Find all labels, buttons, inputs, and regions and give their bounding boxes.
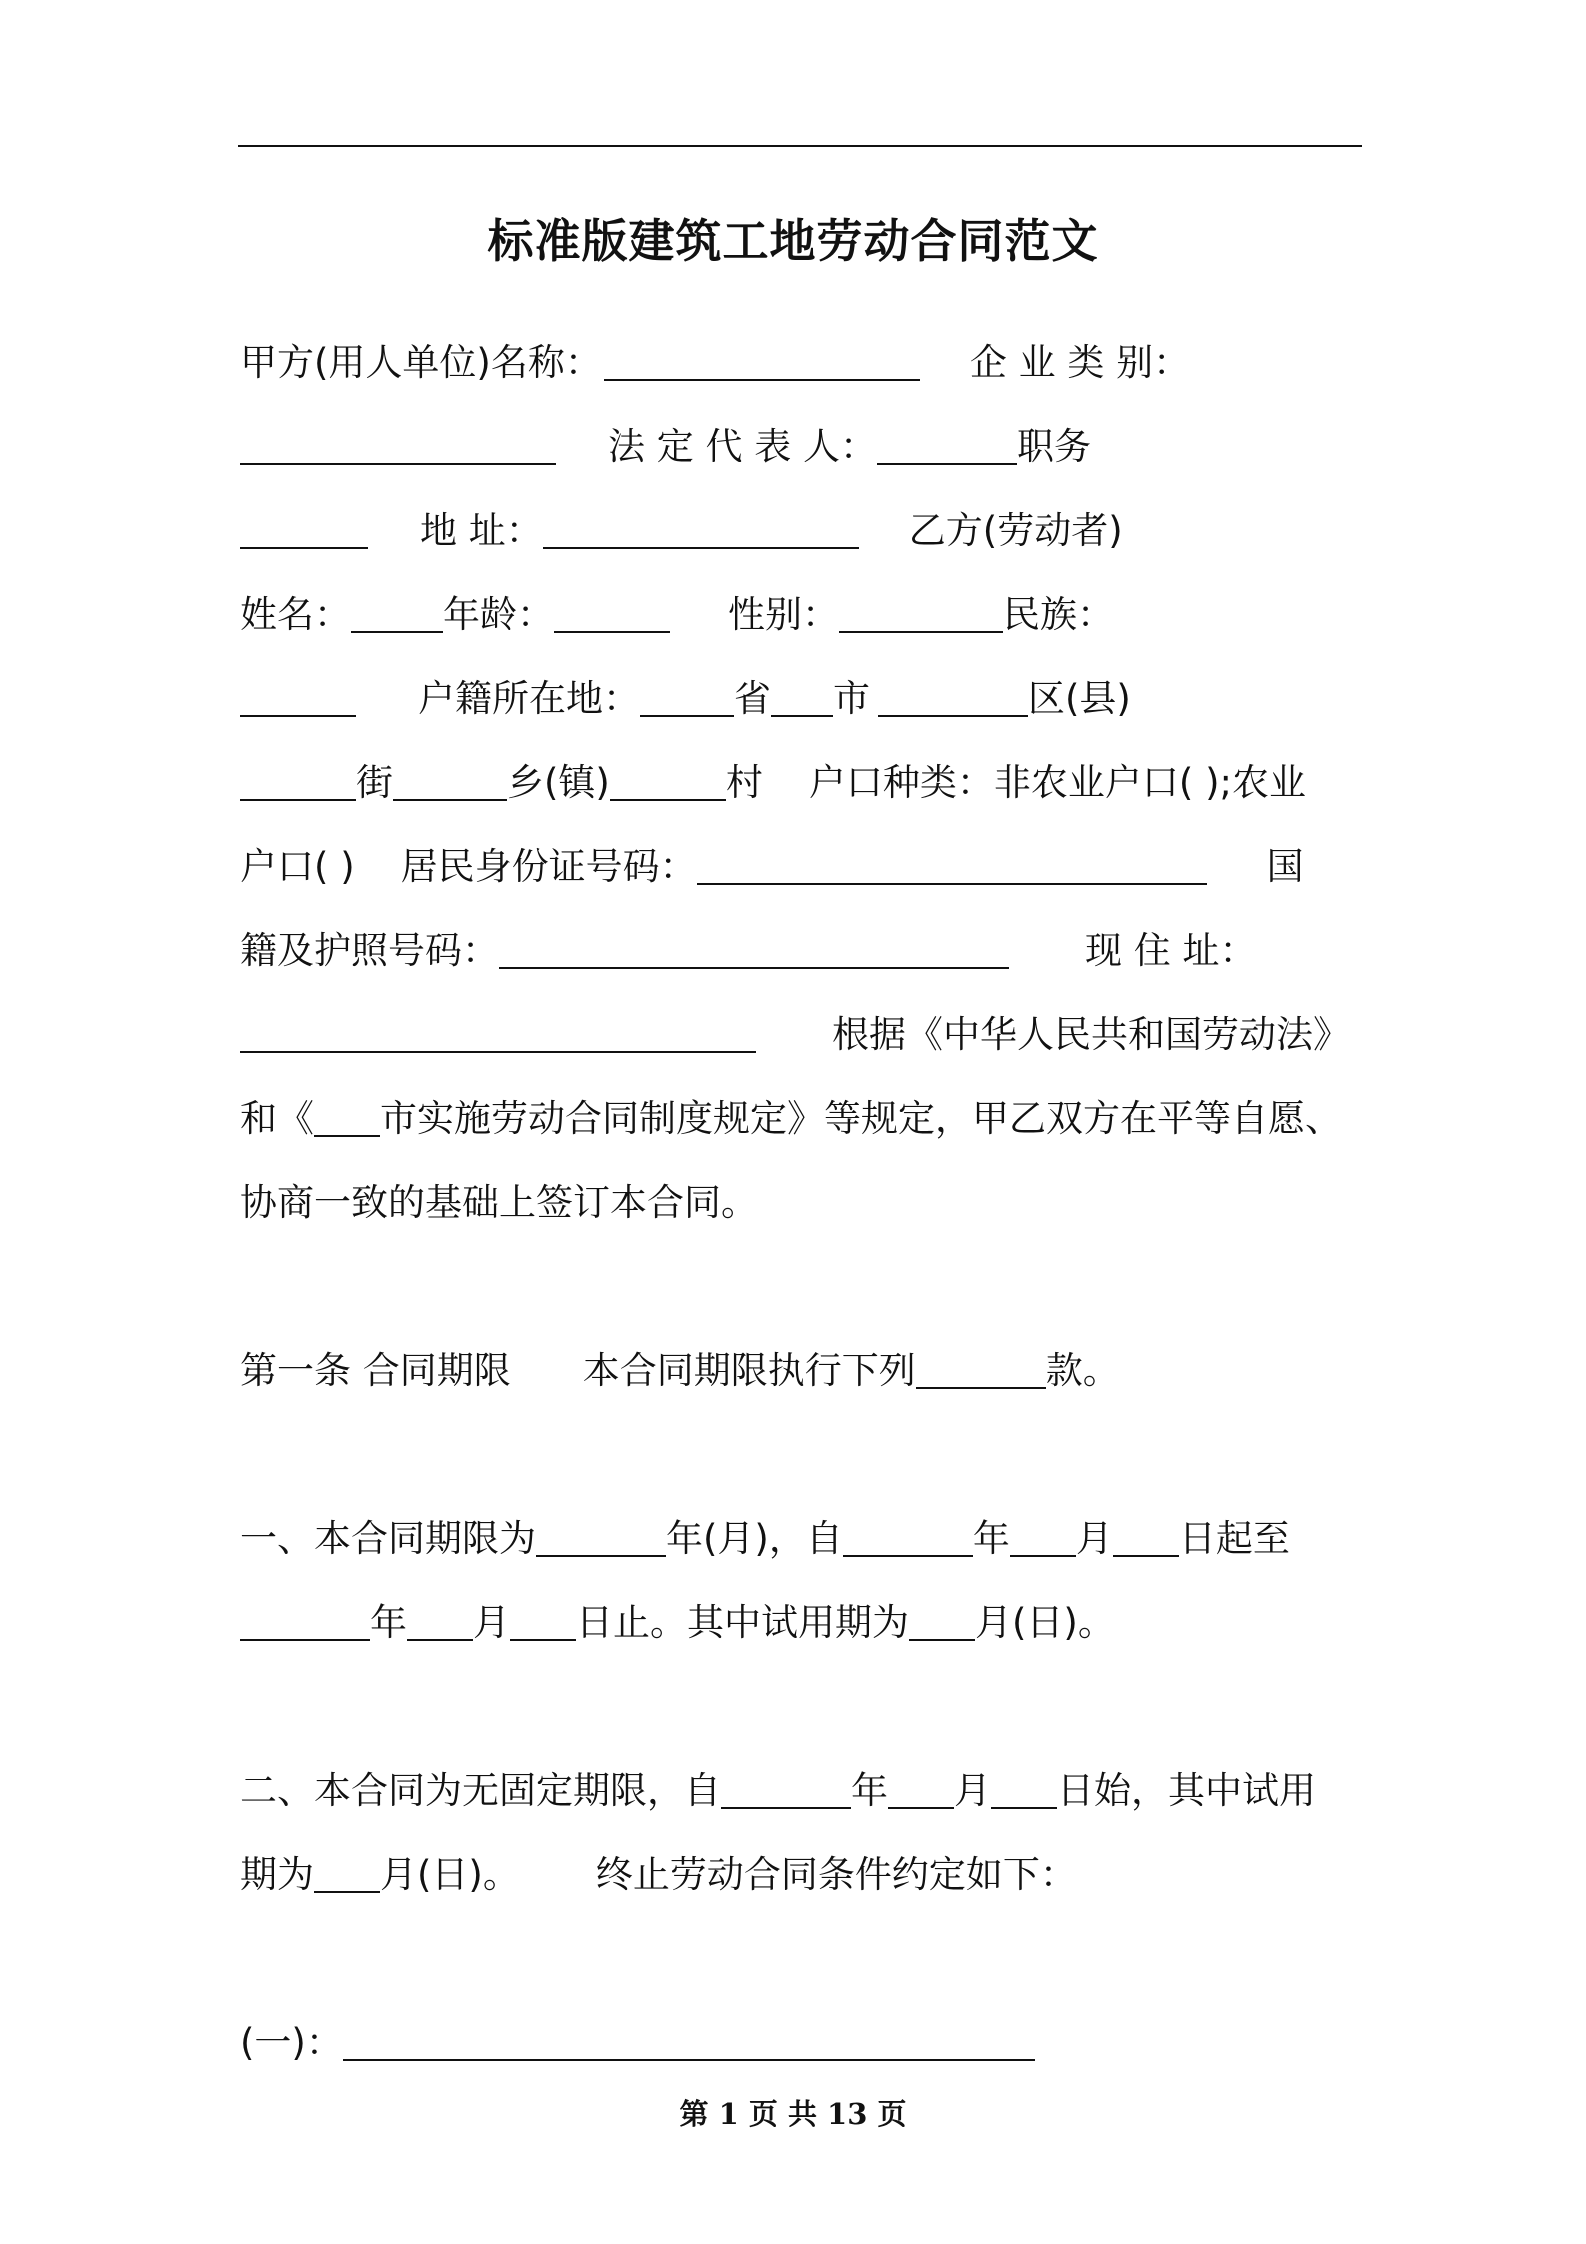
blank-field[interactable] (771, 669, 833, 717)
agricultural-household-label: 户口( ) (240, 845, 355, 888)
blank-field[interactable] (240, 501, 368, 549)
blank-field[interactable] (314, 1845, 380, 1893)
condition-item-label: (一)： (240, 2021, 343, 2064)
clause-text: 月 (1075, 1517, 1113, 1560)
position-label: 职务 (1017, 425, 1092, 468)
blank-field[interactable] (240, 1005, 756, 1053)
text-line (240, 2013, 1360, 2073)
clause-text: 年(月)，自 (666, 1517, 843, 1560)
clause-text: 年 (370, 1601, 407, 1644)
blank-field[interactable] (351, 585, 443, 633)
legal-basis-text: 和《 (240, 1097, 314, 1140)
text-line (240, 1089, 1360, 1149)
legal-basis-text: 市实施劳动合同制度规定》等规定，甲乙双方在平等自愿、 (380, 1097, 1342, 1140)
blank-field[interactable] (1010, 1509, 1076, 1557)
blank-field[interactable] (697, 837, 1207, 885)
clause-text: 终止劳动合同条件约定如下： (595, 1853, 1077, 1896)
township-label: 乡(镇) (507, 761, 610, 804)
clause-text: 月(日)。 (380, 1853, 520, 1896)
text-line (240, 669, 1360, 729)
party-b-label: 乙方(劳动者) (908, 509, 1123, 552)
party-a-name-label: 甲方(用人单位)名称： (240, 341, 602, 384)
text-line (240, 1845, 1360, 1905)
blank-field[interactable] (543, 501, 859, 549)
article-text: 本合同期限执行下列 (582, 1349, 916, 1392)
blank-field[interactable] (839, 585, 1003, 633)
document-title: 标准版建筑工地劳动合同范文 (487, 214, 1099, 268)
text-line (240, 1173, 1360, 1233)
clause-text: 二、本合同为无固定期限，自 (240, 1769, 721, 1812)
text-line (240, 1761, 1360, 1821)
age-label: 年龄： (443, 593, 554, 636)
clause-text: 期为 (240, 1853, 314, 1896)
blank-field[interactable] (991, 1761, 1057, 1809)
text-line (240, 333, 1360, 393)
current-address-label: 现 住 址： (1085, 929, 1257, 972)
blank-field[interactable] (1113, 1509, 1179, 1557)
text-line (240, 585, 1360, 645)
clause-text: 月 (954, 1769, 991, 1812)
blank-field[interactable] (510, 1593, 576, 1641)
blank-field[interactable] (240, 669, 356, 717)
blank-field[interactable] (536, 1509, 666, 1557)
text-line (240, 837, 1360, 897)
article-text: 款。 (1045, 1349, 1120, 1392)
province-label: 省 (734, 677, 771, 720)
blank-field[interactable] (877, 417, 1017, 465)
text-line (240, 1005, 1360, 1065)
village-label: 村 (725, 761, 763, 804)
blank-field[interactable] (554, 585, 670, 633)
text-line (240, 921, 1360, 981)
name-label: 姓名： (240, 593, 351, 636)
clause-text: 日止。其中试用期为 (576, 1601, 909, 1644)
clause-text: 日起至 (1178, 1517, 1290, 1560)
text-line (240, 1593, 1360, 1653)
clause-text: 月 (473, 1601, 510, 1644)
passport-number-label: 籍及护照号码： (240, 929, 499, 972)
blank-field[interactable] (610, 753, 726, 801)
clause-text: 日始，其中试用 (1057, 1769, 1316, 1812)
blank-field[interactable] (240, 1593, 370, 1641)
blank-field[interactable] (604, 333, 920, 381)
blank-field[interactable] (393, 753, 507, 801)
article-heading: 第一条 合同期限 (240, 1349, 511, 1392)
blank-field[interactable] (843, 1509, 973, 1557)
district-label: 区(县) (1028, 677, 1131, 720)
clause-text: 年 (972, 1517, 1010, 1560)
address-label: 地 址： (420, 509, 543, 552)
household-location-label: 户籍所在地： (418, 677, 640, 720)
blank-field[interactable] (888, 1761, 954, 1809)
household-type-label: 户口种类：非农业户口( );农业 (808, 761, 1306, 804)
blank-field[interactable] (909, 1593, 975, 1641)
text-line (240, 1509, 1360, 1569)
header-rule (238, 145, 1362, 147)
text-line (240, 753, 1360, 813)
id-number-label: 居民身份证号码： (400, 845, 697, 888)
text-line (240, 501, 1360, 561)
text-line (240, 1341, 1360, 1401)
blank-field[interactable] (240, 753, 356, 801)
text-line (240, 417, 1360, 477)
blank-field[interactable] (314, 1089, 380, 1137)
blank-field[interactable] (240, 417, 556, 465)
blank-field[interactable] (407, 1593, 473, 1641)
legal-basis-text: 根据《中华人民共和国劳动法》 (832, 1013, 1350, 1056)
blank-field[interactable] (343, 2013, 1035, 2061)
legal-basis-text: 协商一致的基础上签订本合同。 (240, 1181, 758, 1224)
enterprise-type-label: 企 业 类 别： (969, 341, 1191, 384)
blank-field[interactable] (916, 1341, 1046, 1389)
clause-text: 月(日)。 (975, 1601, 1115, 1644)
gender-label: 性别： (728, 593, 839, 636)
ethnicity-label: 民族： (1003, 593, 1114, 636)
page-footer: 第 1 页 共 13 页 (679, 2097, 907, 2131)
city-label: 市 (833, 677, 870, 720)
blank-field[interactable] (878, 669, 1028, 717)
blank-field[interactable] (721, 1761, 851, 1809)
nationality-label: 国 (1266, 845, 1304, 888)
clause-text: 一、本合同期限为 (240, 1517, 536, 1560)
blank-field[interactable] (640, 669, 734, 717)
legal-rep-label: 法 定 代 表 人： (608, 425, 878, 468)
blank-field[interactable] (499, 921, 1009, 969)
clause-text: 年 (851, 1769, 888, 1812)
street-label: 街 (356, 761, 393, 804)
